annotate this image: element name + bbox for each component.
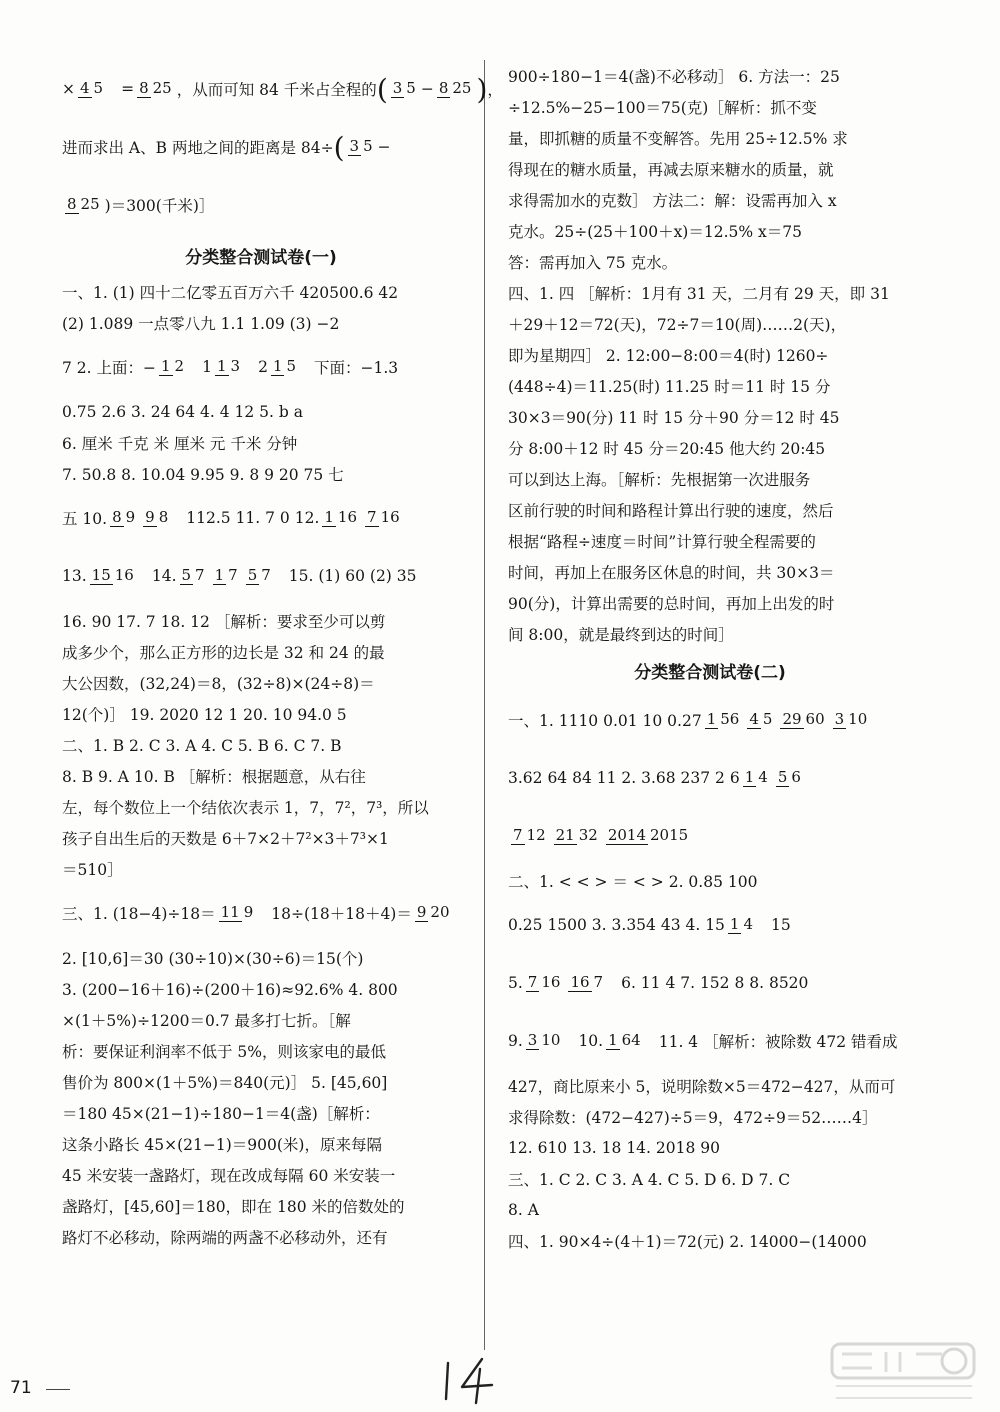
answer-text: )＝300(千米)］ xyxy=(104,197,215,215)
answer-line xyxy=(508,463,912,494)
answer-line xyxy=(62,547,460,605)
answer-text: 3.62 64 84 11 2. 3.68 237 2 6 xyxy=(508,769,740,787)
answer-line xyxy=(508,184,912,215)
fraction: 2014 2015 xyxy=(607,826,689,845)
answer-line xyxy=(62,307,460,338)
answer-line xyxy=(62,698,460,729)
answer-text: ＝180 45×(21−1)÷180−1＝4(盏)［解析： xyxy=(62,1104,380,1123)
fraction: 8 25 xyxy=(139,79,172,98)
answer-line xyxy=(508,525,912,556)
answer-line xyxy=(62,791,460,822)
fraction: 1 64 xyxy=(608,1031,641,1050)
large-parenthesis: ) xyxy=(476,72,488,106)
answer-line xyxy=(62,60,503,118)
answer-line xyxy=(62,1159,460,1190)
column-divider xyxy=(484,60,485,1350)
answer-text: 12. 610 13. 18 14. 2018 90 xyxy=(508,1138,720,1157)
answer-text: 45 米安装一盏路灯，现在改成每隔 60 米安装一 xyxy=(62,1166,396,1185)
answer-text: 量，即抓糖的质量不变解答。先用 25÷12.5% 求 xyxy=(508,129,848,148)
fraction: 5 7 xyxy=(181,566,205,585)
fraction: 1 2 xyxy=(161,357,185,376)
fraction: 1 4 xyxy=(744,768,768,787)
section-heading xyxy=(62,234,460,276)
answer-line xyxy=(62,942,460,973)
answer-text: 左，每个数位上一个结依次表示 1，7，7²，7³，所以 xyxy=(62,798,429,817)
answer-text: 析：要保证利润率不低于 5%，则该家电的最低 xyxy=(62,1042,387,1061)
fraction: 7 16 xyxy=(527,973,561,992)
answer-line xyxy=(62,636,460,667)
answer-text: ＝510］ xyxy=(62,860,123,879)
fraction: 16 7 xyxy=(570,973,604,992)
answer-line xyxy=(62,176,460,234)
answer-text: (448÷4)＝11.25(时) 11.25 时＝11 时 15 分 xyxy=(508,377,831,396)
answer-line xyxy=(62,1035,460,1066)
answer-line xyxy=(508,587,912,618)
answer-text: 进而求出 A、B 两地之间的距离是 84÷ xyxy=(62,139,334,157)
answer-text: 分 8:00＋12 时 45 分＝20:45 他大约 20:45 xyxy=(508,439,826,458)
answer-line xyxy=(508,556,912,587)
answer-text: 15 xyxy=(771,916,791,934)
fraction: 3 10 xyxy=(834,710,868,729)
answer-line xyxy=(508,1163,912,1194)
answer-line xyxy=(508,954,912,1012)
answer-text: 得现在的糖水质量，再减去原来糖水的质量，就 xyxy=(508,160,834,179)
answer-text: 18÷(18＋18＋4)＝ xyxy=(271,905,412,923)
answer-line xyxy=(508,308,912,339)
answer-text: 90(分)，计算出需要的总时间，再加上出发的时 xyxy=(508,594,835,613)
fraction: 9 20 xyxy=(416,903,450,922)
answer-line xyxy=(62,667,460,698)
large-parenthesis: ( xyxy=(376,72,388,106)
fraction: 7 12 xyxy=(513,826,546,845)
answer-text: 大公因数，(32,24)＝8，(32÷8)×(24÷8)＝ xyxy=(62,674,375,693)
answer-text: 二、1. < < > ＝ < > 2. 0.85 100 xyxy=(508,872,758,891)
answer-line xyxy=(508,749,912,807)
answer-text: 根据“路程÷速度＝时间”计算行驶全程需要的 xyxy=(508,532,816,551)
answer-text: 2. [10,6]＝30 (30÷10)×(30÷6)＝15(个) xyxy=(62,949,364,968)
answer-text: 答：需再加入 75 克水。 xyxy=(508,253,678,272)
answer-text: 区前行驶的时间和路程计算出行驶的速度，然后 xyxy=(508,501,834,520)
answer-text: 3. (200−16＋16)÷(200＋16)≈92.6% 4. 800 xyxy=(62,980,398,999)
answer-text: 30×3＝90(分) 11 时 15 分＋90 分＝12 时 45 xyxy=(508,408,840,427)
answer-text: 五 10. xyxy=(62,510,108,528)
answer-line xyxy=(62,338,460,396)
answer-line xyxy=(62,760,460,791)
handwritten-page-mark xyxy=(440,1355,500,1405)
answer-line xyxy=(508,215,912,246)
answer-line xyxy=(508,60,912,91)
answer-text: 7 2. 上面：− xyxy=(62,359,156,377)
answer-text: 6. 11 4 7. 152 8 8. 8520 xyxy=(621,974,809,992)
fraction: 3 5 xyxy=(392,79,416,98)
answer-text: × xyxy=(62,80,75,98)
answer-line xyxy=(62,1004,460,1035)
answer-line xyxy=(508,246,912,277)
right-column xyxy=(508,60,912,1256)
fraction: 1 5 xyxy=(272,357,297,376)
answer-text: − xyxy=(377,138,391,156)
answer-text: 0.25 1500 3. 3.354 43 4. 15 xyxy=(508,916,725,934)
answer-line xyxy=(62,427,460,458)
answer-line xyxy=(62,458,460,489)
answer-line xyxy=(62,1221,460,1252)
answer-text: 盏路灯，[45,60]＝180，即在 180 米的倍数处的 xyxy=(62,1197,405,1216)
answer-line xyxy=(62,276,460,307)
answer-line xyxy=(508,122,912,153)
page-number-rule xyxy=(46,1389,70,1390)
fraction: 1 56 xyxy=(706,710,740,729)
answer-text: 2 xyxy=(258,358,268,376)
answer-text: 可以到达上海。［解析：先根据第一次进服务 xyxy=(508,470,811,489)
answer-text: 下面：−1.3 xyxy=(314,359,399,377)
answer-text: 孩子自出生后的天数是 6＋7×2＋7²×3＋7³×1 xyxy=(62,829,389,848)
answer-line xyxy=(508,1132,912,1163)
answer-line xyxy=(62,822,460,853)
watermark-logo xyxy=(828,1340,978,1404)
answer-text: 427，商比原来小 5，说明除数×5＝472−427，从而可 xyxy=(508,1077,896,1096)
answer-text: (2) 1.089 一点零八九 1.1 1.09 (3) −2 xyxy=(62,314,340,333)
left-column xyxy=(62,60,503,1252)
answer-text: 时间，再加上在服务区休息的时间，共 30×3＝ xyxy=(508,563,835,582)
answer-line xyxy=(508,865,912,896)
answer-line xyxy=(508,91,912,122)
answer-line xyxy=(508,1225,912,1256)
answer-text: 8. A xyxy=(508,1200,539,1219)
section-heading xyxy=(508,649,912,691)
answer-text: 三、1. (18−4)÷18＝ xyxy=(62,905,216,923)
fraction: 21 32 xyxy=(555,826,598,845)
page-number: 71 xyxy=(10,1378,32,1398)
answer-text: 路灯不必移动，除两端的两盏不必移动外，还有 xyxy=(62,1228,388,1247)
answer-text: 分类整合测试卷(二) xyxy=(634,662,786,683)
fraction: 8 25 xyxy=(438,79,472,98)
answer-text: 8. B 9. A 10. B ［解析：根据题意，从右往 xyxy=(62,767,366,786)
answer-text: 1 xyxy=(202,358,212,376)
answer-line xyxy=(508,370,912,401)
answer-text: 一、1. (1) 四十二亿零五百万六千 420500.6 42 xyxy=(62,283,399,302)
answer-text: 15. (1) 60 (2) 35 xyxy=(288,567,417,585)
answer-text: 9. xyxy=(508,1032,523,1050)
answer-text: 二、1. B 2. C 3. A 4. C 5. B 6. C 7. B xyxy=(62,736,342,755)
answer-line xyxy=(508,1070,912,1101)
answer-line xyxy=(62,729,460,760)
answer-line xyxy=(508,691,912,749)
answer-text: 5. xyxy=(508,974,523,992)
answer-text: 即为星期四］ 2. 12:00−8:00＝4(时) 1260÷ xyxy=(508,346,829,365)
fraction: 29 60 xyxy=(782,710,825,729)
answer-text: 13. xyxy=(62,567,87,585)
answer-text: 四、1. 90×4÷(4＋1)＝72(元) 2. 14000−(14000 xyxy=(508,1232,867,1251)
answer-text: 求得除数：(472−427)÷5＝9，472÷9＝52……4］ xyxy=(508,1108,878,1127)
answer-line xyxy=(508,1012,912,1070)
answer-line xyxy=(508,153,912,184)
answer-line xyxy=(62,1190,460,1221)
answer-text: 三、1. C 2. C 3. A 4. C 5. D 6. D 7. C xyxy=(508,1170,791,1189)
answer-text: 6. 厘米 千克 米 厘米 元 千米 分钟 xyxy=(62,434,298,453)
answer-line xyxy=(508,494,912,525)
answer-text: 11. 4 ［解析：被除数 472 错看成 xyxy=(658,1033,898,1051)
answer-line xyxy=(62,1097,460,1128)
fraction: 5 7 xyxy=(247,566,271,585)
fraction: 1 4 xyxy=(729,915,754,934)
answer-line xyxy=(62,884,460,942)
answer-text: = xyxy=(121,80,135,98)
answer-text: ÷12.5%−25−100＝75(克)［解析：抓不变 xyxy=(508,98,817,117)
answer-text: 克水。25÷(25＋100＋x)＝12.5% x＝75 xyxy=(508,222,802,241)
answer-line xyxy=(62,973,460,1004)
answer-text: ×(1＋5%)÷1200＝0.7 最多打七折。［解 xyxy=(62,1011,351,1030)
answer-line xyxy=(508,1101,912,1132)
fraction: 3 10 xyxy=(527,1031,561,1050)
answer-line xyxy=(62,489,460,547)
fraction: 1 7 xyxy=(214,566,238,585)
answer-text: 求得需加水的克数］ 方法二：解：设需再加入 x xyxy=(508,191,837,210)
answer-line xyxy=(62,118,460,176)
fraction: 8 25 xyxy=(67,195,100,214)
fraction: 15 16 xyxy=(91,566,134,585)
answer-text: 四、1. 四 ［解析：1月有 31 天，二月有 29 天，即 31 xyxy=(508,284,890,303)
answer-text: ，从而可知 84 千米占全程的 xyxy=(176,81,377,99)
answer-text: 16. 90 17. 7 18. 12 ［解析：要求至少可以剪 xyxy=(62,612,386,631)
answer-line xyxy=(62,396,460,427)
answer-line xyxy=(508,277,912,308)
answer-line xyxy=(508,896,912,954)
answer-text: 这条小路长 45×(21−1)＝900(米)，原来每隔 xyxy=(62,1135,382,1154)
answer-text: 112.5 11. 7 0 12. xyxy=(186,509,320,527)
answer-text: 间 8:00，就是最终到达的时间］ xyxy=(508,625,734,644)
answer-text: ， xyxy=(487,81,503,99)
answer-line xyxy=(62,853,460,884)
answer-text: ＋29＋12＝72(天)，72÷7＝10(周)……2(天)， xyxy=(508,315,847,334)
fraction: 5 6 xyxy=(777,768,801,787)
large-parenthesis: ( xyxy=(333,130,345,164)
fraction: 1 3 xyxy=(216,357,241,376)
fraction: 8 9 xyxy=(112,508,136,527)
fraction: 3 5 xyxy=(349,137,373,156)
answer-text: 分类整合测试卷(一) xyxy=(185,247,337,268)
answer-line xyxy=(508,1194,912,1225)
answer-line xyxy=(62,1066,460,1097)
answer-line xyxy=(62,1128,460,1159)
fraction: 7 16 xyxy=(367,508,400,527)
fraction: 9 8 xyxy=(145,508,169,527)
answer-text: 售价为 800×(1＋5%)＝840(元)］ 5. [45,60] xyxy=(62,1073,388,1092)
answer-text: 7. 50.8 8. 10.04 9.95 9. 8 9 20 75 七 xyxy=(62,465,344,484)
answer-text: 14. xyxy=(151,567,177,585)
answer-line xyxy=(508,339,912,370)
answer-text: 一、1. 1110 0.01 10 0.27 xyxy=(508,712,702,730)
answer-text: 0.75 2.6 3. 24 64 4. 4 12 5. b a xyxy=(62,402,303,421)
answer-line xyxy=(508,618,912,649)
answer-line xyxy=(62,605,460,636)
answer-text: − xyxy=(420,80,434,98)
fraction: 4 5 xyxy=(80,79,104,98)
fraction: 4 5 xyxy=(749,710,773,729)
answer-line xyxy=(508,401,912,432)
answer-text: 12(个)］ 19. 2020 12 1 20. 10 94.0 5 xyxy=(62,705,347,724)
fraction: 1 16 xyxy=(324,508,358,527)
answer-text: 900÷180−1＝4(盏)不必移动］ 6. 方法一：25 xyxy=(508,67,840,86)
answer-line xyxy=(508,432,912,463)
answer-text: 成多少个，那么正方形的边长是 32 和 24 的最 xyxy=(62,643,385,662)
answer-line xyxy=(508,807,912,865)
fraction: 11 9 xyxy=(220,903,254,922)
answer-text: 10. xyxy=(578,1032,604,1050)
